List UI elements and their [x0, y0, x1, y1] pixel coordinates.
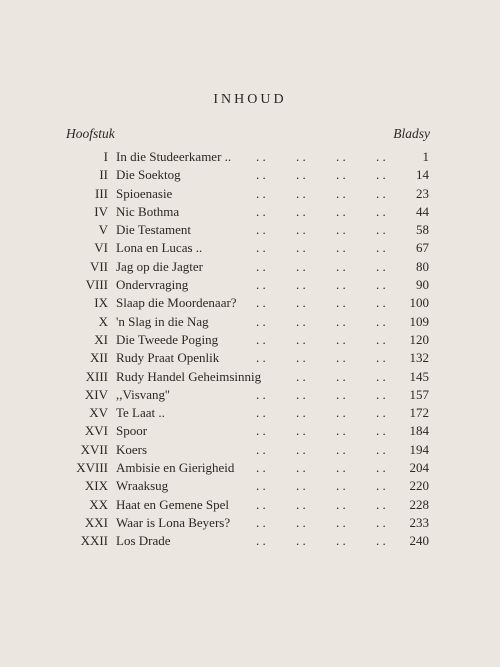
leader-dots: . . — [256, 514, 266, 530]
leader-dots: . . — [336, 295, 346, 311]
chapter-number: XVII — [80, 441, 108, 457]
chapter-number: XXII — [80, 533, 108, 549]
toc-entry — [0, 313, 500, 331]
toc-entry — [0, 368, 500, 386]
leader-dots: . . — [376, 313, 386, 329]
leader-dots: . . — [296, 386, 306, 402]
leader-dots: . . — [256, 478, 266, 494]
leader-dots: . . — [376, 441, 386, 457]
page-number: 80 — [416, 258, 429, 274]
page-number: 172 — [409, 405, 429, 421]
leader-dots: . . — [296, 313, 306, 329]
page-number: 132 — [409, 350, 429, 366]
leader-dots: . . — [256, 331, 266, 347]
toc-entry — [0, 221, 500, 239]
chapter-number: XIX — [84, 478, 108, 494]
leader-dots: . . — [376, 185, 386, 201]
leader-dots: . . — [376, 478, 386, 494]
chapter-title: Slaap die Moordenaar? — [116, 295, 237, 311]
leader-dots: . . — [296, 149, 306, 164]
leader-dots: . . — [296, 203, 306, 219]
leader-dots: . . — [296, 167, 306, 183]
leader-dots: . . — [296, 258, 306, 274]
table-of-contents — [0, 148, 500, 551]
leader-dots: . . — [296, 460, 306, 476]
toc-entry — [0, 148, 500, 166]
toc-entry — [0, 496, 500, 514]
page-number: 67 — [416, 240, 429, 256]
chapter-title: Los Drade — [116, 533, 171, 549]
page-number: 58 — [416, 222, 429, 238]
leader-dots: . . — [296, 423, 306, 439]
page-number: 240 — [409, 533, 429, 549]
toc-entry — [0, 422, 500, 440]
leader-dots: . . — [376, 460, 386, 476]
page-number: 204 — [409, 460, 429, 476]
toc-entry — [0, 441, 500, 459]
leader-dots: . . — [296, 533, 306, 549]
chapter-title: Rudy Praat Openlik — [116, 350, 220, 366]
toc-entry — [0, 239, 500, 257]
leader-dots: . . — [336, 149, 346, 164]
chapter-title: In die Studeerkamer .. — [116, 149, 232, 164]
chapter-number: XXI — [84, 514, 108, 530]
chapter-number: XIV — [84, 386, 108, 402]
leader-dots: . . — [256, 149, 266, 164]
chapter-number: II — [99, 167, 108, 183]
leader-dots: . . — [376, 240, 386, 256]
page-number: 44 — [416, 203, 429, 219]
leader-dots: . . — [296, 478, 306, 494]
chapter-title: 'n Slag in die Nag — [116, 313, 209, 329]
toc-entry — [0, 331, 500, 349]
chapter-title: Spioenasie — [116, 185, 173, 201]
chapter-title: Rudy Handel Geheimsinnig — [116, 368, 262, 384]
page-number: 90 — [416, 277, 429, 293]
leader-dots: . . — [256, 386, 266, 402]
leader-dots: . . — [296, 295, 306, 311]
page-number: 228 — [409, 496, 429, 512]
leader-dots: . . — [296, 277, 306, 293]
leader-dots: . . — [336, 222, 346, 238]
chapter-number: XVI — [84, 423, 108, 439]
chapter-number: XII — [89, 350, 108, 366]
leader-dots: . . — [336, 331, 346, 347]
leader-dots: . . — [256, 258, 266, 274]
leader-dots: . . — [336, 258, 346, 274]
leader-dots: . . — [376, 295, 386, 311]
chapter-number: IX — [94, 295, 108, 311]
leader-dots: . . — [256, 405, 266, 421]
chapter-title: Lona en Lucas .. — [116, 240, 203, 256]
chapter-title: Ambisie en Gierigheid — [116, 460, 235, 476]
chapter-title: ,,Visvang'' — [116, 386, 170, 402]
chapter-number: XX — [89, 496, 108, 512]
toc-entry — [0, 349, 500, 367]
chapter-number: IV — [94, 203, 108, 219]
leader-dots: . . — [336, 514, 346, 530]
page-number: 233 — [409, 514, 429, 530]
leader-dots: . . — [296, 514, 306, 530]
chapter-title: Te Laat .. — [116, 405, 165, 421]
leader-dots: . . — [256, 277, 266, 293]
toc-entry — [0, 203, 500, 221]
page-number: 1 — [422, 149, 429, 164]
chapter-title: Jag op die Jagter — [116, 258, 204, 274]
leader-dots: . . — [336, 386, 346, 402]
leader-dots: . . — [376, 167, 386, 183]
chapter-number: V — [98, 222, 108, 238]
page-title: INHOUD — [213, 92, 287, 107]
page-number: 157 — [409, 386, 429, 402]
leader-dots: . . — [376, 331, 386, 347]
leader-dots: . . — [336, 167, 346, 183]
page-number: 145 — [409, 368, 429, 384]
leader-dots: . . — [296, 331, 306, 347]
chapter-number: VI — [94, 240, 108, 256]
leader-dots: . . — [376, 533, 386, 549]
leader-dots: . . — [256, 185, 266, 201]
chapter-number: III — [95, 185, 108, 201]
leader-dots: . . — [336, 423, 346, 439]
leader-dots: . . — [376, 149, 386, 164]
toc-entry — [0, 459, 500, 477]
toc-entry — [0, 166, 500, 184]
leader-dots: . . — [296, 441, 306, 457]
chapter-title: Wraaksug — [116, 478, 169, 494]
leader-dots: . . — [376, 496, 386, 512]
leader-dots: . . — [256, 222, 266, 238]
chapter-title: Die Testament — [116, 222, 192, 238]
leader-dots: . . — [336, 368, 346, 384]
chapter-title: Die Soektog — [116, 167, 181, 183]
page-number: 23 — [416, 185, 429, 201]
chapter-number: XIII — [85, 368, 108, 384]
leader-dots: . . — [336, 441, 346, 457]
leader-dots: . . — [256, 350, 266, 366]
page-number: 120 — [409, 331, 429, 347]
toc-entry — [0, 477, 500, 495]
leader-dots: . . — [336, 460, 346, 476]
chapter-number: XVIII — [76, 460, 108, 476]
leader-dots: . . — [256, 203, 266, 219]
leader-dots: . . — [296, 185, 306, 201]
leader-dots: . . — [256, 240, 266, 256]
leader-dots: . . — [296, 496, 306, 512]
leader-dots: . . — [296, 222, 306, 238]
page-number: 220 — [409, 478, 429, 494]
leader-dots: . . — [296, 368, 306, 384]
chapter-title: Haat en Gemene Spel — [116, 496, 229, 512]
leader-dots: . . — [336, 405, 346, 421]
chapter-title: Ondervraging — [116, 277, 189, 293]
chapter-column-header: Hoofstuk — [66, 126, 115, 141]
leader-dots: . . — [376, 368, 386, 384]
leader-dots: . . — [336, 478, 346, 494]
leader-dots: . . — [336, 350, 346, 366]
leader-dots: . . — [336, 185, 346, 201]
leader-dots: . . — [256, 295, 266, 311]
page-number: 14 — [416, 167, 429, 183]
leader-dots: . . — [256, 167, 266, 183]
toc-entry — [0, 185, 500, 203]
leader-dots: . . — [296, 240, 306, 256]
chapter-number: XI — [94, 331, 108, 347]
chapter-number: XV — [89, 405, 108, 421]
toc-entry — [0, 404, 500, 422]
leader-dots: . . — [336, 533, 346, 549]
chapter-title: Koers — [116, 441, 148, 457]
leader-dots: . . — [256, 313, 266, 329]
leader-dots: . . — [296, 350, 306, 366]
page-number: 194 — [409, 441, 429, 457]
leader-dots: . . — [376, 277, 386, 293]
leader-dots: . . — [336, 240, 346, 256]
leader-dots: . . — [336, 277, 346, 293]
leader-dots: . . — [376, 405, 386, 421]
leader-dots: . . — [376, 386, 386, 402]
leader-dots: . . — [256, 441, 266, 457]
page-number: 184 — [409, 423, 429, 439]
leader-dots: . . — [376, 222, 386, 238]
chapter-number: VIII — [85, 277, 108, 293]
page-column-header: Bladsy — [393, 126, 430, 141]
chapter-title: Nic Bothma — [116, 203, 180, 219]
leader-dots: . . — [376, 258, 386, 274]
leader-dots: . . — [376, 203, 386, 219]
toc-entry — [0, 258, 500, 276]
leader-dots: . . — [336, 496, 346, 512]
leader-dots: . . — [336, 313, 346, 329]
toc-entry — [0, 294, 500, 312]
leader-dots: . . — [256, 533, 266, 549]
leader-dots: . . — [376, 514, 386, 530]
chapter-title: Die Tweede Poging — [116, 331, 219, 347]
leader-dots: . . — [256, 460, 266, 476]
leader-dots: . . — [296, 405, 306, 421]
chapter-number: X — [98, 313, 108, 329]
page-number: 109 — [409, 313, 429, 329]
toc-entry — [0, 386, 500, 404]
chapter-title: Spoor — [116, 423, 148, 439]
toc-entry — [0, 514, 500, 532]
page-number: 100 — [409, 295, 429, 311]
chapter-title: Waar is Lona Beyers? — [116, 514, 231, 530]
leader-dots: . . — [256, 423, 266, 439]
leader-dots: . . — [376, 423, 386, 439]
toc-entry — [0, 276, 500, 294]
toc-entry — [0, 532, 500, 550]
leader-dots: . . — [336, 203, 346, 219]
chapter-number: VII — [89, 258, 108, 274]
leader-dots: . . — [376, 350, 386, 366]
chapter-number: I — [103, 149, 108, 164]
leader-dots: . . — [256, 496, 266, 512]
